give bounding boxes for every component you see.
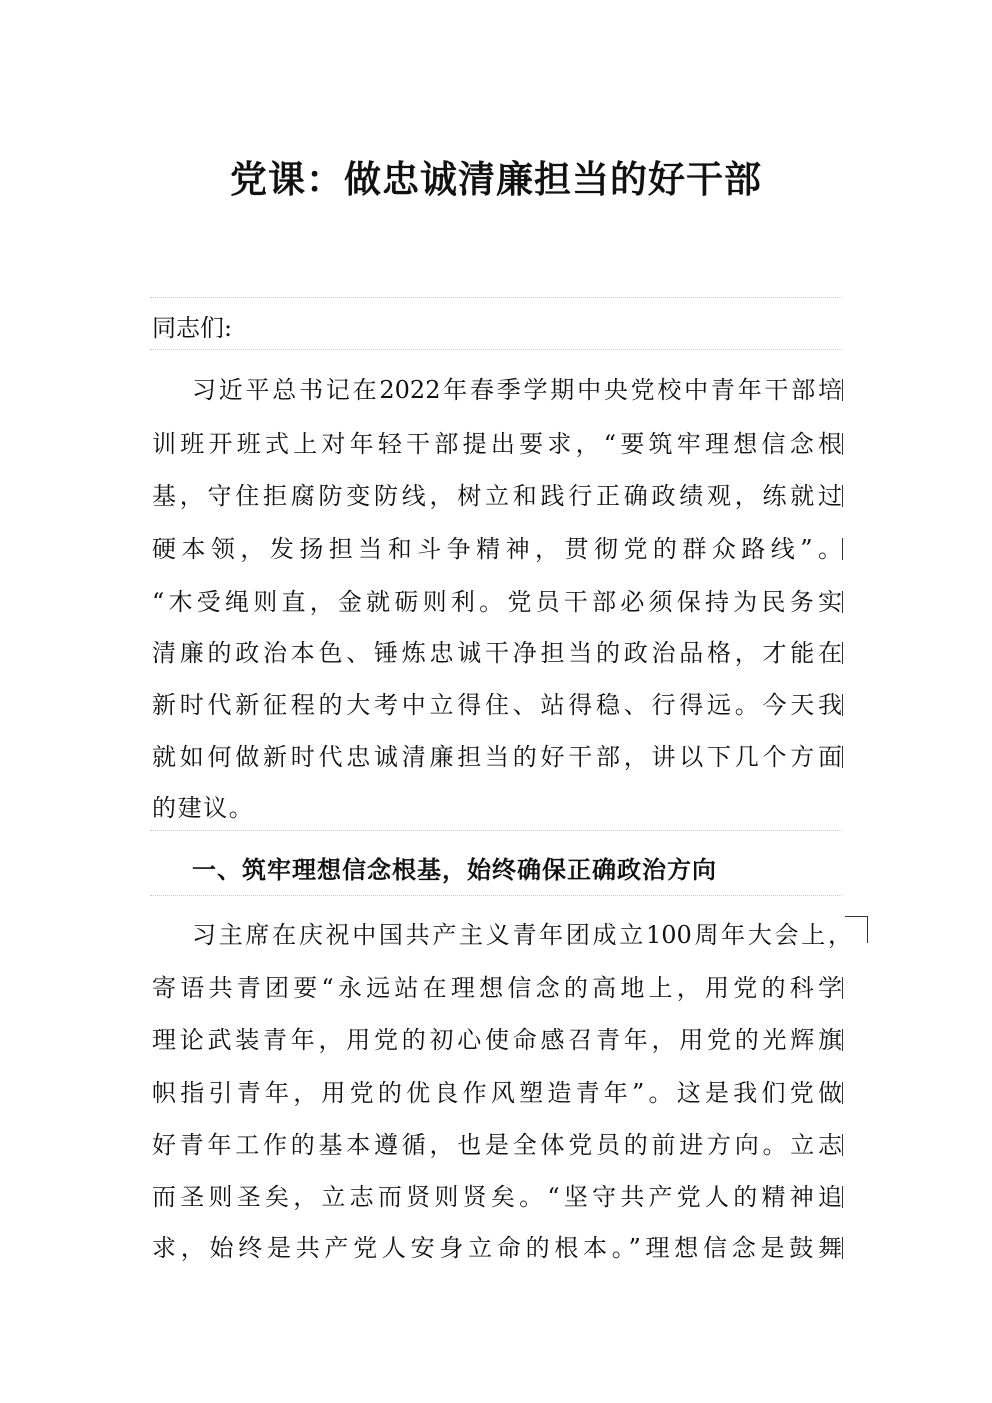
paragraph-line: 理论武装青年，用党的初心使命感召青年，用党的光辉旗	[152, 1026, 842, 1054]
document-title: 党课：做忠诚清廉担当的好干部	[230, 158, 762, 201]
line-end-marker	[842, 591, 843, 613]
paragraph-line: 好青年工作的基本遵循，也是全体党员的前进方向。立志	[152, 1131, 842, 1159]
paragraph-line: 习近平总书记在2022年春季学期中央党校中青年干部培	[192, 376, 842, 404]
line-end-marker	[842, 1029, 843, 1051]
paragraph-boundary	[150, 895, 842, 896]
line-end-marker	[842, 746, 843, 768]
paragraph-line: 硬本领，发扬担当和斗争精神，贯彻党的群众路线”。	[152, 535, 842, 563]
line-end-corner-marker	[845, 916, 868, 943]
line-end-marker	[842, 538, 843, 560]
paragraph-line: 帜指引青年，用党的优良作风塑造青年”。这是我们党做	[152, 1079, 842, 1107]
paragraph-line: 清廉的政治本色、锤炼忠诚干净担当的政治品格，才能在	[152, 639, 842, 667]
line-end-marker	[842, 1134, 843, 1156]
salutation: 同志们:	[152, 314, 233, 342]
paragraph-line: 基，守住拒腐防变防线，树立和践行正确政绩观，练就过	[152, 482, 842, 510]
line-end-marker	[842, 1186, 843, 1208]
paragraph-line: “木受绳则直，金就砺则利。党员干部必须保持为民务实	[152, 588, 842, 616]
line-end-marker	[842, 694, 843, 716]
paragraph-line: 习主席在庆祝中国共产主义青年团成立100周年大会上，	[192, 921, 852, 949]
paragraph-boundary	[150, 349, 842, 350]
paragraph-line: 求，始终是共产党人安身立命的根本。”理想信念是鼓舞	[152, 1234, 842, 1262]
line-end-marker	[842, 433, 843, 455]
section-heading: 一、筑牢理想信念根基，始终确保正确政治方向	[192, 856, 717, 884]
paragraph-line: 新时代新征程的大考中立得住、站得稳、行得远。今天我	[152, 691, 842, 719]
line-end-marker	[842, 379, 843, 401]
line-end-marker	[842, 642, 843, 664]
line-end-marker	[842, 977, 843, 999]
line-end-marker	[842, 1237, 843, 1259]
paragraph-line: 而圣则圣矣，立志而贤则贤矣。“坚守共产党人的精神追	[152, 1183, 842, 1211]
paragraph-boundary	[150, 830, 842, 831]
paragraph-boundary	[150, 297, 842, 298]
paragraph-line: 就如何做新时代忠诚清廉担当的好干部，讲以下几个方面	[152, 743, 842, 771]
paragraph-line: 寄语共青团要“永远站在理想信念的高地上，用党的科学	[152, 974, 842, 1002]
paragraph-line: 训班开班式上对年轻干部提出要求，“要筑牢理想信念根	[152, 430, 842, 458]
line-end-marker	[842, 485, 843, 507]
line-end-marker	[842, 1082, 843, 1104]
paragraph-line: 的建议。	[152, 794, 255, 822]
